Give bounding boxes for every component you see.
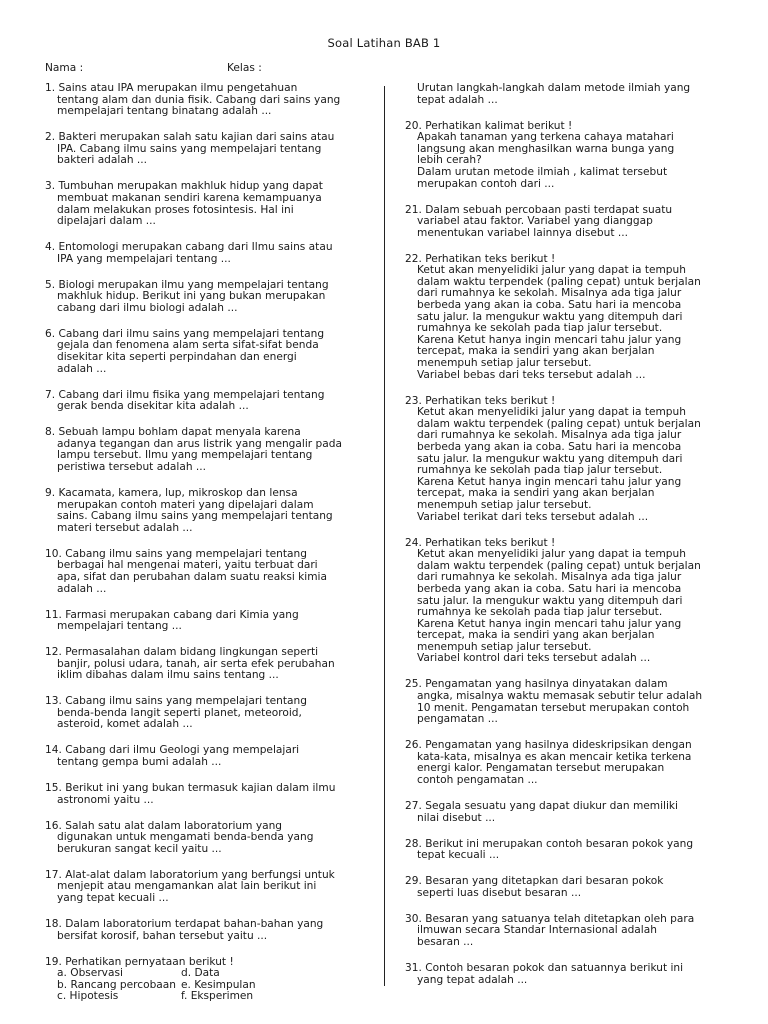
question-6 [45, 329, 363, 375]
question-first-line: Besaran yang satuanya telah ditetapkan oleh para [425, 912, 695, 925]
question-number: 13. [45, 695, 62, 708]
question-number: 23. [405, 394, 422, 407]
question-number: 1. [45, 82, 56, 94]
question-29 [405, 876, 723, 899]
question-26 [405, 740, 723, 786]
question-7 [45, 390, 363, 413]
left-column [45, 83, 363, 1017]
question-number: 19. [45, 955, 62, 968]
right-column [405, 83, 723, 1000]
question-text: ilmuwan secara Standar Internasional adalah besaran ... [417, 924, 657, 948]
question-text: makhluk hidup. Berikut ini yang bukan merupakan cabang dari ilmu biologi adalah ... [57, 290, 326, 314]
question-1 [45, 83, 363, 118]
question-first-line: Entomologi merupakan cabang dari Ilmu sains atau [58, 241, 333, 254]
question-text: IPA. Cabang ilmu sains yang mempelajari tentang bakteri adalah ... [57, 142, 322, 167]
option-a: a. Observasi [57, 967, 123, 980]
question-number: 10. [45, 547, 62, 560]
question-number: 21. [405, 203, 422, 216]
option-d: d. Data [181, 967, 220, 980]
question-number: 12. [45, 646, 62, 659]
question-text: yang tepat adalah ... [417, 973, 528, 986]
question-number: 31. [405, 961, 422, 974]
question-first-line: Dalam sebuah percobaan pasti terdapat suatu [425, 203, 673, 216]
question-number: 18. [45, 917, 62, 930]
question-number: 24. [405, 536, 422, 549]
question-22 [405, 254, 723, 382]
question-first-line: Biologi merupakan ilmu yang mempelajari tentang [58, 278, 329, 291]
question-text: Ketut akan menyelidiki jalur yang dapat ia tempuh dalam waktu terpendek (paling cepat) untuk berjalan dari rumahnya ke sekolah. Misalnya ada tiga jalur berbeda yang akan ia coba. Satu hari ia mencoba satu jalur. Ia mengukur waktu yang ditempuh dari rumahnya ke sekolah pada tiap jalur tersebut. Karena Ketut hanya ingin mencari tahu jalur yang tercepat, maka ia sendiri yang akan berjalan menempuh setiap jalur tersebut. Variabel kontrol dari teks tersebut adalah ... [417, 548, 701, 665]
option-list [45, 968, 363, 1003]
question-first-line: Permasalahan dalam bidang lingkungan seperti [65, 646, 319, 659]
question-8 [45, 427, 363, 473]
question-text: bersifat korosif, bahan tersebut yaitu ... [57, 929, 268, 942]
question-number: 17. [45, 868, 62, 881]
question-text: gejala dan fenomena alam serta sifat-sifat benda disekitar kita seperti perpindahan dan energi adalah ... [57, 339, 319, 375]
question-28 [405, 839, 723, 862]
question-first-line: Salah satu alat dalam laboratorium yang [65, 819, 283, 832]
question-text: IPA yang mempelajari tentang ... [57, 252, 231, 265]
question-text: menjepit atau mengamankan alat lain berikut ini yang tepat kecuali ... [57, 880, 317, 904]
question-number: 9. [45, 486, 56, 499]
question-number: 6. [45, 327, 56, 340]
question-21 [405, 205, 723, 240]
question-number: 5. [45, 278, 56, 291]
question-first-line: Cabang dari ilmu fisika yang mempelajari tentang [58, 388, 325, 401]
question-12 [45, 647, 363, 682]
question-5 [45, 280, 363, 315]
column-divider [384, 86, 385, 986]
question-number: 4. [45, 241, 56, 254]
question-19-continued [405, 83, 723, 106]
question-23 [405, 396, 723, 524]
question-first-line: Cabang ilmu sains yang mempelajari tentang [65, 547, 307, 560]
question-number: 27. [405, 800, 422, 812]
page-title: Soal Latihan BAB 1 [327, 36, 441, 50]
question-text: nilai disebut ... [417, 811, 496, 824]
question-first-line: Segala sesuatu yang dapat diukur dan memiliki [425, 800, 679, 812]
question-first-line: Cabang dari ilmu sains yang mempelajari tentang [58, 327, 325, 340]
question-first-line: Berikut ini merupakan contoh besaran pokok yang [425, 837, 694, 850]
question-number: 22. [405, 252, 422, 265]
question-30 [405, 914, 723, 949]
option-e: e. Kesimpulan [181, 978, 256, 991]
question-text: angka, misalnya waktu memasak sebutir telur adalah 10 menit. Pengamatan tersebut merupakan contoh pengamatan ... [417, 690, 703, 726]
question-text: astronomi yaitu ... [57, 793, 154, 806]
question-first-line: Alat-alat dalam laboratorium yang berfungsi untuk [65, 868, 335, 881]
question-11 [45, 610, 363, 633]
question-first-line: Sains atau IPA merupakan ilmu pengetahuan [58, 82, 298, 94]
nama-label: Nama : [45, 62, 84, 74]
question-text: merupakan contoh materi yang dipelajari dalam sains. Cabang ilmu sains yang mempelajari tentang materi tersebut adalah ... [57, 498, 333, 534]
question-15 [45, 783, 363, 806]
question-first-line: Cabang ilmu sains yang mempelajari tentang [65, 695, 307, 708]
question-text: membuat makanan sendiri karena kemampuanya dalam melakukan proses fotosintesis. Hal ini dipelajari dalam ... [57, 191, 322, 228]
question-first-line: Tumbuhan merupakan makhluk hidup yang dapat [58, 180, 323, 193]
question-18 [45, 919, 363, 942]
question-first-line: Contoh besaran pokok dan satuannya berikut ini [425, 961, 684, 974]
question-text: tentang alam dan dunia fisik. Cabang dari sains yang mempelajari tentang binatang adalah ... [57, 93, 341, 118]
question-first-line: Perhatikan teks berikut ! [425, 394, 556, 407]
question-text: Ketut akan menyelidiki jalur yang dapat ia tempuh dalam waktu terpendek (paling cepat) untuk berjalan dari rumahnya ke sekolah. Misalnya ada tiga jalur berbeda yang akan ia coba. Satu hari ia mencoba satu jalur. Ia mengukur waktu yang ditempuh dari rumahnya ke sekolah pada tiap jalur tersebut. Karena Ketut hanya ingin mencari tahu jalur yang tercepat, maka ia sendiri yang akan berjalan menempuh setiap jalur tersebut. Variabel terikat dari teks tersebut adalah ... [417, 406, 701, 523]
question-10 [45, 549, 363, 595]
question-2 [45, 132, 363, 167]
question-9 [45, 488, 363, 534]
question-number: 2. [45, 131, 56, 144]
question-number: 20. [405, 119, 422, 132]
question-text: seperti luas disebut besaran ... [417, 886, 582, 899]
question-number: 26. [405, 739, 422, 752]
question-first-line: Bakteri merupakan salah satu kajian dari sains atau [58, 131, 335, 144]
question-19 [45, 957, 363, 1003]
question-first-line: Sebuah lampu bohlam dapat menyala karena [58, 426, 301, 439]
question-number: 30. [405, 912, 422, 925]
question-number: 11. [45, 608, 62, 621]
question-first-line: Pengamatan yang hasilnya dinyatakan dalam [425, 678, 668, 691]
question-text: banjir, polusi udara, tanah, air serta efek perubahan iklim dibahas dalam ilmu sains tentang ... [57, 657, 335, 682]
option-f: f. Eksperimen [181, 990, 254, 1003]
question-first-line: Perhatikan pernyataan berikut ! [65, 955, 234, 968]
question-13 [45, 696, 363, 731]
question-number: 16. [45, 819, 62, 832]
question-text: berbagai hal mengenai materi, yaitu terbuat dari apa, sifat dan perubahan dalam suatu reaksi kimia adalah ... [57, 559, 327, 595]
question-first-line: Pengamatan yang hasilnya dideskripsikan dengan [425, 739, 692, 752]
question-number: 7. [45, 388, 56, 401]
question-first-line: Besaran yang ditetapkan dari besaran pokok [425, 875, 664, 888]
question-24 [405, 538, 723, 666]
kelas-label: Kelas : [227, 62, 262, 74]
question-text: mempelajari tentang ... [57, 620, 182, 633]
question-text: Apakah tanaman yang terkena cahaya matahari langsung akan menghasilkan warna bunga yang lebih cerah? Dalam urutan metode ilmiah , kalimat tersebut merupakan contoh dari ... [417, 131, 675, 190]
question-text: kata-kata, misalnya es akan mencair ketika terkena energi kalor. Pengamatan tersebut merupakan contoh pengamatan ... [417, 750, 692, 787]
question-text: digunakan untuk mengamati benda-benda yang berukuran sangat kecil yaitu ... [57, 831, 314, 855]
question-14 [45, 745, 363, 768]
question-20 [405, 121, 723, 191]
option-c: c. Hipotesis [57, 990, 119, 1003]
question-first-line: Perhatikan kalimat berikut ! [425, 119, 573, 132]
question-number: 14. [45, 744, 62, 757]
question-number: 3. [45, 180, 56, 193]
question-number: 15. [45, 782, 62, 794]
question-number: 28. [405, 837, 422, 850]
question-31 [405, 963, 723, 986]
question-first-line: Dalam laboratorium terdapat bahan-bahan yang [65, 917, 324, 930]
question-text: adanya tegangan dan arus listrik yang mengalir pada lampu tersebut. Ilmu yang mempelajari tentang peristiwa tersebut adalah ... [57, 437, 342, 473]
question-17 [45, 870, 363, 905]
question-text: variabel atau faktor. Variabel yang dianggap menentukan variabel lainnya disebut ... [417, 215, 653, 239]
question-first-line: Farmasi merupakan cabang dari Kimia yang [65, 608, 299, 621]
question-27 [405, 801, 723, 824]
question-first-line: Perhatikan teks berikut ! [425, 252, 556, 265]
question-text: tentang gempa bumi adalah ... [57, 756, 222, 769]
question-number: 8. [45, 426, 56, 439]
question-first-line: Berikut ini yang bukan termasuk kajian dalam ilmu [65, 782, 336, 794]
question-number: 25. [405, 678, 422, 691]
question-first-line: Kacamata, kamera, lup, mikroskop dan lensa [58, 486, 298, 499]
question-text: Urutan langkah-langkah dalam metode ilmiah yang tepat adalah ... [417, 82, 691, 106]
option-b: b. Rancang percobaan [57, 978, 177, 991]
question-text: Ketut akan menyelidiki jalur yang dapat ia tempuh dalam waktu terpendek (paling cepat) untuk berjalan dari rumahnya ke sekolah. Misalnya ada tiga jalur berbeda yang akan ia coba. Satu hari ia mencoba satu jalur. Ia mengukur waktu yang ditempuh dari rumahnya ke sekolah pada tiap jalur tersebut. Karena Ketut hanya ingin mencari tahu jalur yang tercepat, maka ia sendiri yang akan berjalan menempuh setiap jalur tersebut. Variabel bebas dari teks tersebut adalah ... [417, 264, 701, 381]
question-3 [45, 181, 363, 227]
question-number: 29. [405, 875, 422, 888]
question-text: gerak benda disekitar kita adalah ... [57, 400, 249, 413]
question-25 [405, 679, 723, 725]
question-text: benda-benda langit seperti planet, meteoroid, asteroid, komet adalah ... [57, 706, 302, 731]
question-16 [45, 821, 363, 856]
question-text: tepat kecuali ... [417, 849, 500, 862]
question-first-line: Cabang dari ilmu Geologi yang mempelajari [65, 744, 300, 757]
question-4 [45, 242, 363, 265]
question-first-line: Perhatikan teks berikut ! [425, 536, 556, 549]
